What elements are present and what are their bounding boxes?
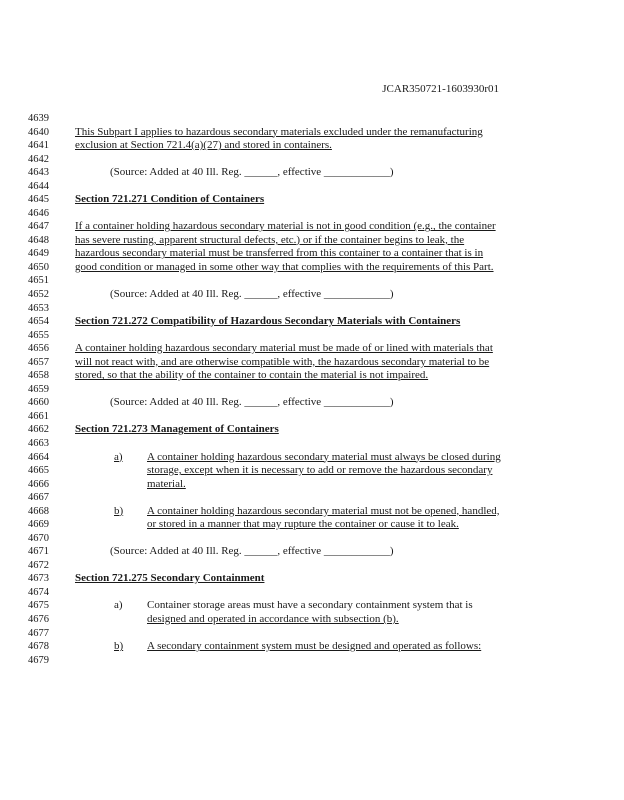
line-number: 4672 (28, 559, 49, 571)
line-text: exclusion at Section 721.4(a)(27) and stored in containers. (75, 139, 332, 152)
line-text: If a container holding hazardous secondary material is not in good condition (e.g., the container (75, 220, 496, 233)
line-number: 4649 (28, 248, 49, 260)
line-number: 4650 (28, 261, 49, 273)
line-number: 4646 (28, 207, 49, 219)
line-number: 4640 (28, 126, 49, 138)
document-line (0, 559, 624, 572)
document-line (0, 315, 624, 328)
line-text: A secondary containment system must be designed and operated as follows: (147, 640, 482, 653)
document-line (0, 613, 624, 626)
section-heading: Section 721.273 Management of Containers (75, 423, 279, 436)
line-number: 4641 (28, 140, 49, 152)
line-number: 4652 (28, 289, 49, 301)
document-line (0, 153, 624, 166)
line-text: A container holding hazardous secondary material must not be opened, handled, (147, 504, 500, 517)
line-text: Container storage areas must have a secondary containment system that is (147, 599, 473, 612)
line-text: A container holding hazardous secondary material must always be closed during (147, 450, 501, 463)
line-number: 4665 (28, 465, 49, 477)
section-heading: Section 721.275 Secondary Containment (75, 572, 265, 585)
line-number: 4668 (28, 505, 49, 517)
line-number: 4669 (28, 519, 49, 531)
document-line (0, 356, 624, 369)
document-line (0, 193, 624, 206)
line-number: 4679 (28, 654, 49, 666)
line-text: hazardous secondary material must be transferred from this container to a container that is in (75, 247, 484, 260)
line-number: 4662 (28, 424, 49, 436)
document-line (0, 586, 624, 599)
line-number: 4674 (28, 586, 49, 598)
line-text: a) (114, 599, 123, 612)
line-text: b) (114, 504, 124, 517)
document-line (0, 126, 624, 139)
document-line (0, 410, 624, 423)
document-line (0, 491, 624, 504)
document-line (0, 139, 624, 152)
section-heading: Section 721.271 Condition of Containers (75, 193, 265, 206)
line-text: b) (114, 640, 124, 653)
document-line (0, 627, 624, 640)
document-code-header: JCAR350721-1603930r01 (382, 83, 499, 95)
line-number: 4647 (28, 221, 49, 233)
line-number: 4642 (28, 153, 49, 165)
document-line (0, 396, 624, 409)
document-line (0, 166, 624, 179)
line-number: 4663 (28, 437, 49, 449)
document-line (0, 247, 624, 260)
line-text: stored, so that the ability of the container to contain the material is not impaired. (75, 369, 429, 382)
line-number: 4655 (28, 329, 49, 341)
line-text: has severe rusting, apparent structural defects, etc.) or if the container begins to leak, the (75, 233, 465, 246)
line-number: 4677 (28, 627, 49, 639)
document-line (0, 274, 624, 287)
line-text: a) (114, 450, 123, 463)
document-line (0, 342, 624, 355)
line-text: (Source: Added at 40 Ill. Reg. ______, effective ____________) (110, 396, 394, 409)
document-line (0, 288, 624, 301)
line-number: 4656 (28, 343, 49, 355)
line-number: 4664 (28, 451, 49, 463)
document-line (0, 369, 624, 382)
line-text: material. (147, 477, 186, 490)
line-text: storage, except when it is necessary to add or remove the hazardous secondary (147, 464, 493, 477)
line-number: 4639 (28, 113, 49, 124)
line-text: (Source: Added at 40 Ill. Reg. ______, effective ____________) (110, 545, 394, 558)
line-text: (Source: Added at 40 Ill. Reg. ______, effective ____________) (110, 288, 394, 301)
document-line (0, 234, 624, 247)
line-number: 4657 (28, 356, 49, 368)
document-line (0, 220, 624, 233)
document-line (0, 423, 624, 436)
line-number: 4666 (28, 478, 49, 490)
document-line (0, 180, 624, 193)
document-line (0, 545, 624, 558)
line-text: or stored in a manner that may rupture the container or cause it to leak. (147, 518, 459, 531)
line-text: (Source: Added at 40 Ill. Reg. ______, effective ____________) (110, 166, 394, 179)
document-line (0, 572, 624, 585)
line-text: This Subpart I applies to hazardous secondary materials excluded under the remanufacturing (75, 125, 483, 138)
document-line (0, 505, 624, 518)
line-number: 4660 (28, 397, 49, 409)
line-text: designed and operated in accordance with subsection (b). (147, 612, 399, 625)
document-line (0, 437, 624, 450)
line-number: 4676 (28, 613, 49, 625)
document-line (0, 112, 624, 125)
document-line (0, 451, 624, 464)
line-text: good condition or managed in some other way that complies with the requirements of this Part. (75, 260, 494, 273)
line-number: 4644 (28, 180, 49, 192)
document-line (0, 464, 624, 477)
line-number: 4651 (28, 275, 49, 287)
line-number: 4661 (28, 410, 49, 422)
line-number: 4645 (28, 194, 49, 206)
document-line (0, 532, 624, 545)
line-number: 4678 (28, 641, 49, 653)
line-number: 4670 (28, 532, 49, 544)
section-heading: Section 721.272 Compatibility of Hazardous Secondary Materials with Containers (75, 315, 461, 328)
line-text: A container holding hazardous secondary material must be made of or lined with materials that (75, 342, 493, 355)
document-line (0, 302, 624, 315)
document-line (0, 329, 624, 342)
line-number: 4653 (28, 302, 49, 314)
document-line (0, 383, 624, 396)
document-line (0, 599, 624, 612)
line-number: 4673 (28, 573, 49, 585)
document-line (0, 261, 624, 274)
document-line (0, 518, 624, 531)
line-number: 4654 (28, 316, 49, 328)
line-number: 4671 (28, 546, 49, 558)
document-line (0, 207, 624, 220)
document-line (0, 640, 624, 653)
document-line (0, 478, 624, 491)
document-line (0, 654, 624, 667)
line-number: 4667 (28, 492, 49, 504)
line-text: will not react with, and are otherwise compatible with, the hazardous secondary material to be (75, 355, 490, 368)
line-number: 4659 (28, 383, 49, 395)
line-number: 4648 (28, 234, 49, 246)
line-number: 4675 (28, 600, 49, 612)
line-number: 4643 (28, 167, 49, 179)
line-number: 4658 (28, 370, 49, 382)
